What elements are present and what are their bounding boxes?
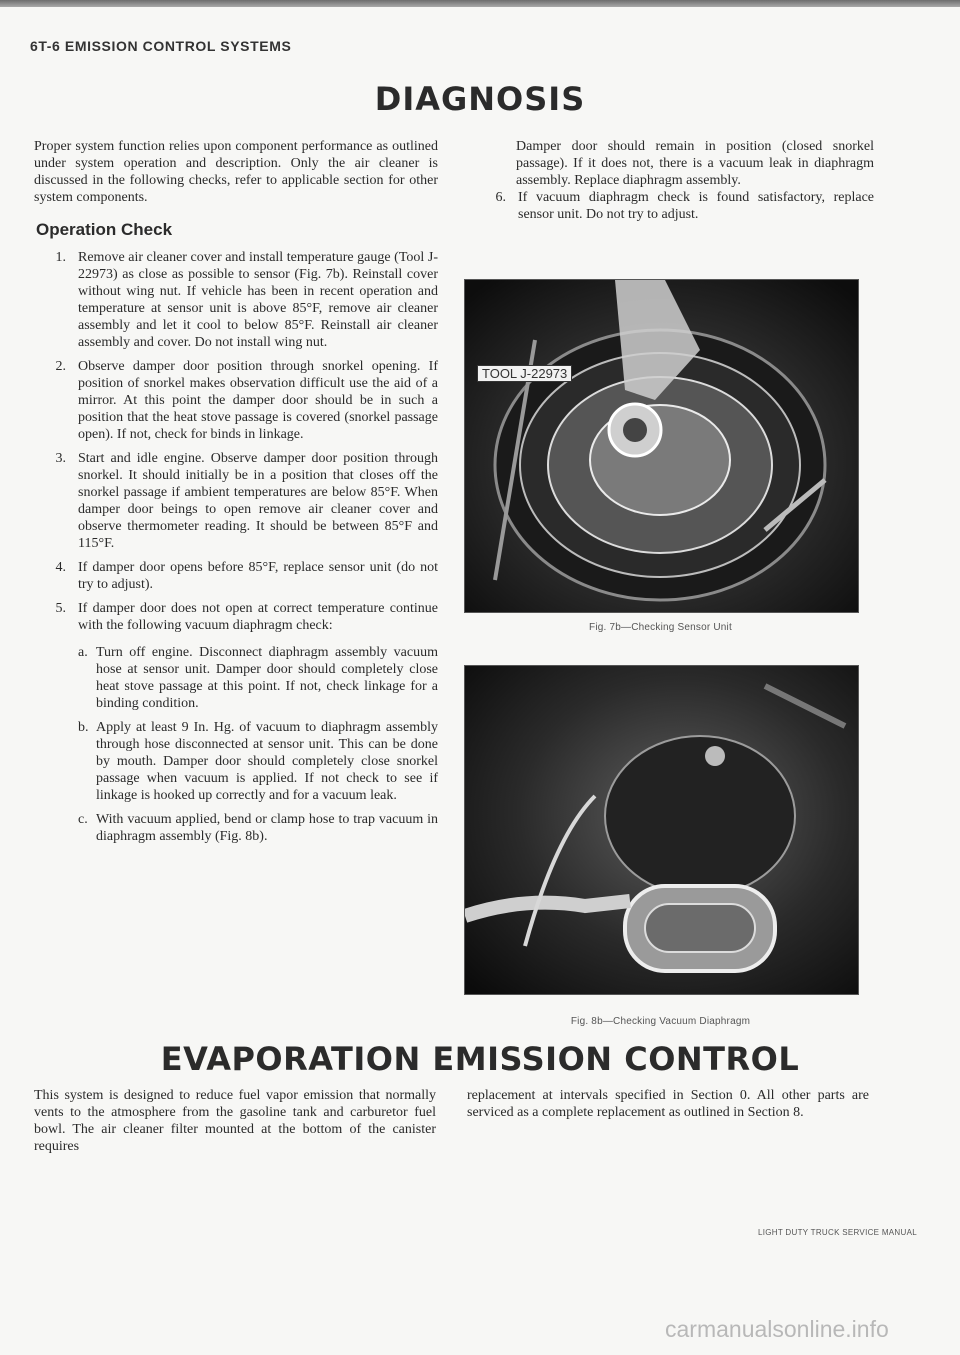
- fig-8b-photo: [464, 665, 859, 995]
- list-item: [34, 249, 438, 351]
- top-rule: [0, 0, 960, 7]
- intro-paragraph: Proper system function relies upon component performance as outlined under system operation and description. Only the air cleaner is discussed in the following checks, refer to applicable section for other system components.: [34, 139, 438, 205]
- list-item: [34, 559, 438, 593]
- substep-letter: c.: [78, 812, 88, 827]
- substep-letter: a.: [78, 645, 88, 660]
- fig-7b-photo: [464, 279, 859, 613]
- step-text: If vacuum diaphragm check is found satisfactory, replace sensor unit. Do not try to adjust.: [518, 190, 874, 222]
- list-item: [78, 644, 438, 712]
- step-text: Observe damper door position through snorkel opening. If position of snorkel makes observation difficult use the aid of a mirror. At this point the damper door should be in such a position that the heat stove passage is covered (snorkel passage open). If not, check for binds in linkage.: [78, 359, 438, 442]
- step-text: Remove air cleaner cover and install temperature gauge (Tool J-22973) as close as possible to sensor (Fig. 7b). Reinstall cover without wing nut. If vehicle has been in recent operation and temperature at sensor unit is above 85°F, remove air cleaner assembly and let it cool to below 85°F. Reinstall air cleaner assembly and cover. Do not install wing nut.: [78, 250, 438, 350]
- substep-text: With vacuum applied, bend or clamp hose to trap vacuum in diaphragm assembly (Fig. 8b).: [96, 812, 438, 844]
- manual-footer: LIGHT DUTY TRUCK SERVICE MANUAL: [758, 1228, 917, 1237]
- tool-callout-label: TOOL J-22973: [477, 365, 572, 382]
- diagnosis-left-column: [34, 138, 438, 852]
- watermark: carmanualsonline.info: [665, 1316, 889, 1342]
- evaporation-title: EVAPORATION EMISSION CONTROL: [160, 1040, 800, 1078]
- operation-steps: [34, 249, 438, 845]
- list-item: [474, 189, 874, 223]
- list-item: [78, 811, 438, 845]
- substep-text: Turn off engine. Disconnect diaphragm assembly vacuum hose at sensor unit. Damper door should completely close heat stove passage at this point. If not, check linkage for a binding condition.: [96, 645, 438, 711]
- step-number: 2.: [55, 359, 66, 374]
- vacuum-substeps: [78, 644, 438, 845]
- evaporation-right-paragraph: replacement at intervals specified in Section 0. All other parts are serviced as a complete replacement as outlined in Section 8.: [467, 1088, 869, 1120]
- operation-check-heading: Operation Check: [36, 220, 173, 239]
- fig-8b-caption: Fig. 8b—Checking Vacuum Diaphragm: [570, 1016, 751, 1027]
- step-text: Start and idle engine. Observe damper door position through snorkel. It should initially be in a position that closes off the snorkel passage if ambient temperatures are below 85°F. When damper door beings to open remove air cleaner cover and observe thermometer reading. It should be between 85°F and 115°F.: [78, 451, 438, 551]
- substep-text: Apply at least 9 In. Hg. of vacuum to diaphragm assembly through hose disconnected at sensor unit. This can be done by mouth. Damper door should completely close snorkel passage when vacuum is applied. If not check to see if linkage is hooked up correctly and for a vacuum leak.: [96, 720, 438, 803]
- step-number: 5.: [55, 601, 66, 616]
- fig-7b-caption: Fig. 7b—Checking Sensor Unit: [589, 622, 732, 633]
- step-number: 6.: [495, 190, 506, 205]
- diagnosis-right-column: [474, 138, 874, 230]
- step-number: 4.: [55, 560, 66, 575]
- list-item: [78, 719, 438, 804]
- page-header: 6T-6 EMISSION CONTROL SYSTEMS: [30, 38, 292, 54]
- step-text: If damper door opens before 85°F, replace sensor unit (do not try to adjust).: [78, 560, 438, 592]
- list-item: [34, 600, 438, 845]
- list-item: [34, 358, 438, 443]
- step-text: If damper door does not open at correct temperature continue with the following vacuum diaphragm check:: [78, 601, 438, 633]
- evaporation-left-paragraph: This system is designed to reduce fuel vapor emission that normally vents to the atmosphere from the gasoline tank and carburetor fuel bowl. The air cleaner filter mounted at the bottom of the canister requires: [34, 1088, 436, 1154]
- list-item: [34, 450, 438, 552]
- operation-steps-continued: [474, 189, 874, 223]
- continuation-paragraph: Damper door should remain in position (closed snorkel passage). If it does not, there is a vacuum leak in diaphragm assembly. Replace diaphragm assembly.: [516, 139, 874, 188]
- step-number: 3.: [55, 451, 66, 466]
- step-number: 1.: [55, 250, 66, 265]
- substep-letter: b.: [78, 720, 89, 735]
- diagnosis-title: DIAGNOSIS: [374, 80, 586, 118]
